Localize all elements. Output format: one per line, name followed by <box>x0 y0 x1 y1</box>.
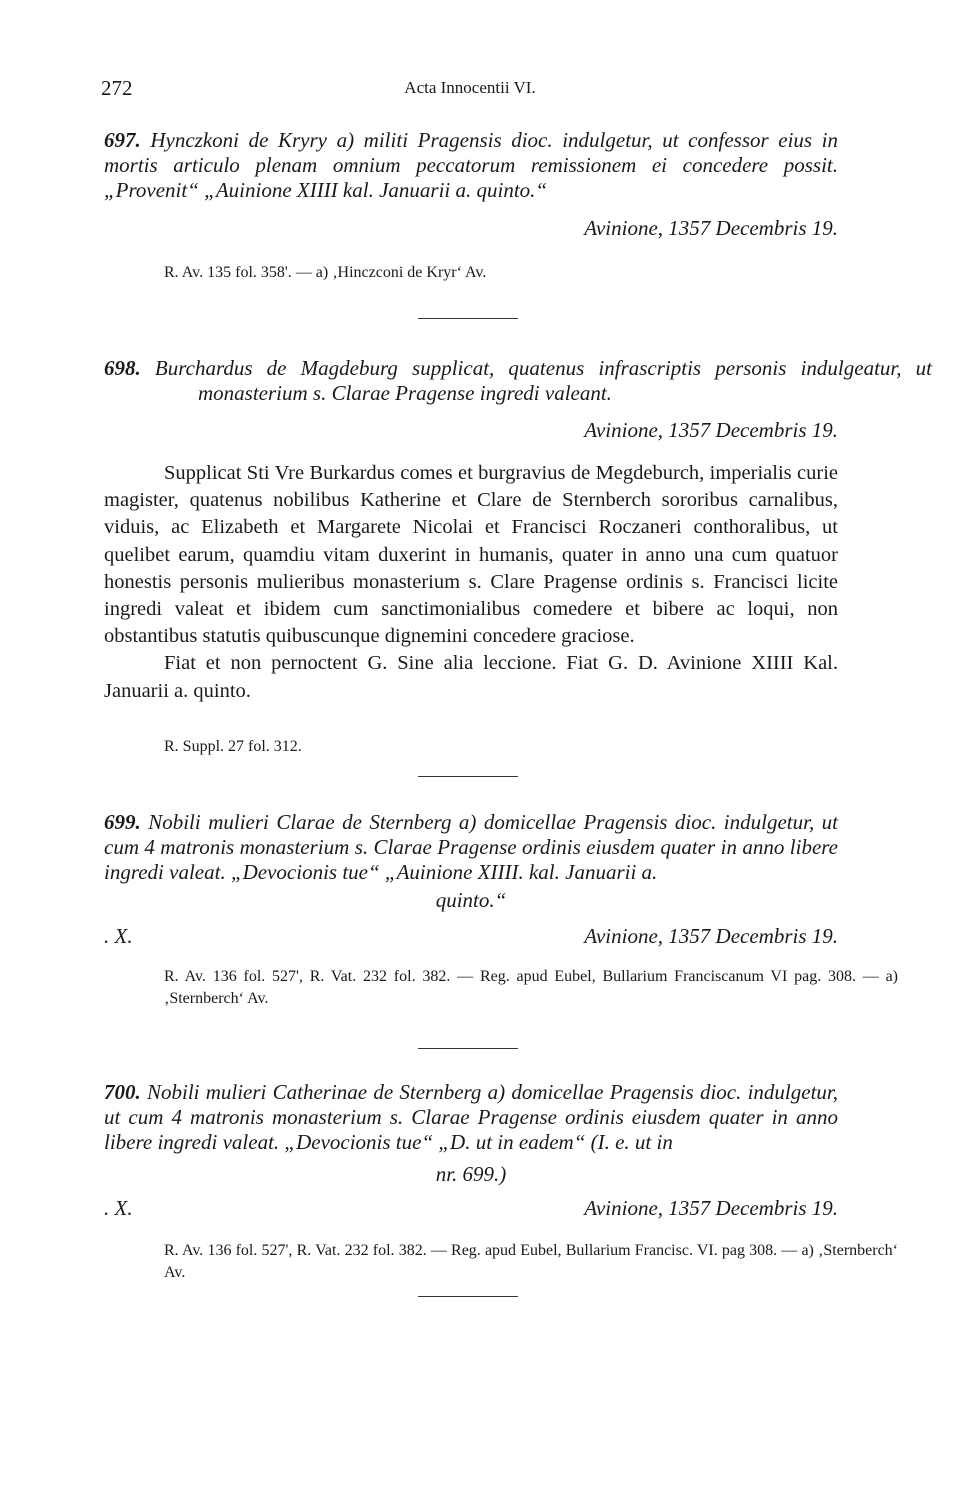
regest-text: Hynczkoni de Kryry a) militi Pragensis dioc. indulgetur, ut confessor eius in mortis articulo plenam omnium peccatorum remissionem ei concedere possit. „Provenit“ „Auinione XIIII kal. Januarii a. quinto.“ <box>104 128 839 202</box>
regest-text: Burchardus de Magdeburg supplicat, quatenus infrascriptis personis indulgeatur, ut monasterium s. Clarae Pragense ingredi valeant. <box>154 356 933 405</box>
entry-698-supplication <box>104 460 838 705</box>
section-divider <box>418 1048 518 1049</box>
entry-698-date: Avinione, 1357 Decembris 19. <box>584 418 838 442</box>
section-divider <box>418 318 518 319</box>
running-title: Acta Innocentii VI. <box>404 78 536 97</box>
entry-700-reference: R. Av. 136 fol. 527', R. Vat. 232 fol. 382. — Reg. apud Eubel, Bullarium Francisc. VI. pag 308. — a) ‚Sternberch‘ Av. <box>164 1242 898 1281</box>
entry-700-regest-end: nr. 699.) <box>435 1162 507 1186</box>
page-number: 272 <box>101 76 133 100</box>
entry-697-regest <box>104 128 838 203</box>
page-header <box>101 76 839 104</box>
entry-699-reference: R. Av. 136 fol. 527', R. Vat. 232 fol. 382. — Reg. apud Eubel, Bullarium Franciscanum VI pag. 308. — a) ‚Sternberch‘ Av. <box>164 968 898 1007</box>
fiat-paragraph: Fiat et non pernoctent G. Sine alia leccione. Fiat G. D. Avinione XIIII Kal. Januarii a. quinto. <box>104 652 838 702</box>
entry-698-regest <box>104 356 932 406</box>
entry-number: 698. <box>104 356 141 380</box>
entry-699-regest <box>104 810 838 885</box>
entry-697-date: Avinione, 1357 Decembris 19. <box>584 216 838 240</box>
entry-mark: . X. <box>104 1196 133 1220</box>
entry-date: Avinione, 1357 Decembris 19. <box>584 924 838 948</box>
section-divider <box>418 776 518 777</box>
entry-date: Avinione, 1357 Decembris 19. <box>584 1196 838 1220</box>
entry-700-date-line <box>104 1196 838 1221</box>
entry-697-reference: R. Av. 135 fol. 358'. — a) ‚Hinczconi de Kryr‘ Av. <box>164 264 487 281</box>
entry-700-regest <box>104 1080 838 1155</box>
regest-text: Nobili mulieri Clarae de Sternberg a) domicellae Pragensis dioc. indulgetur, ut cum 4 matronis monasterium s. Clarae Pragense ordinis eiusdem quater in anno libere ingredi valeat. „Devocionis tue“ „Auinione XIIII. kal. Januarii a. <box>104 810 839 884</box>
entry-mark: . X. <box>104 924 133 948</box>
entry-number: 700. <box>104 1080 141 1104</box>
section-divider <box>418 1296 518 1297</box>
entry-699-regest-end: quinto.“ <box>435 888 507 912</box>
entry-number: 699. <box>104 810 141 834</box>
entry-number: 697. <box>104 128 141 152</box>
supplication-paragraph: Supplicat Sti Vre Burkardus comes et burgravius de Megdeburch, imperialis curie magister, quatenus nobilibus Katherine et Clare de Sternberch sororibus carnalibus, viduis, ac Elizabeth et Margarete Nicolai et Francisci Roczaneri conthoralibus, ut quelibet earum, quamdiu vitam duxerint in humanis, quater in anno una cum quatuor honestis personis mulieribus monasterium s. Clare Pragense ordinis s. Francisci licite ingredi valeat et ibidem cum sanctimonialibus comedere et bibere ac loqui, non obstantibus statutis quibuscunque dignemini concedere graciose. <box>104 462 838 648</box>
regest-text: Nobili mulieri Catherinae de Sternberg a) domicellae Pragensis dioc. indulgetur, ut cum 4 matronis monasterium s. Clarae Pragense ordinis eiusdem quater in anno libere ingredi valeat. „Devocionis tue“ „D. ut in eadem“ (I. e. ut in <box>104 1080 838 1154</box>
entry-699-date-line <box>104 924 838 949</box>
entry-698-reference: R. Suppl. 27 fol. 312. <box>164 738 302 755</box>
